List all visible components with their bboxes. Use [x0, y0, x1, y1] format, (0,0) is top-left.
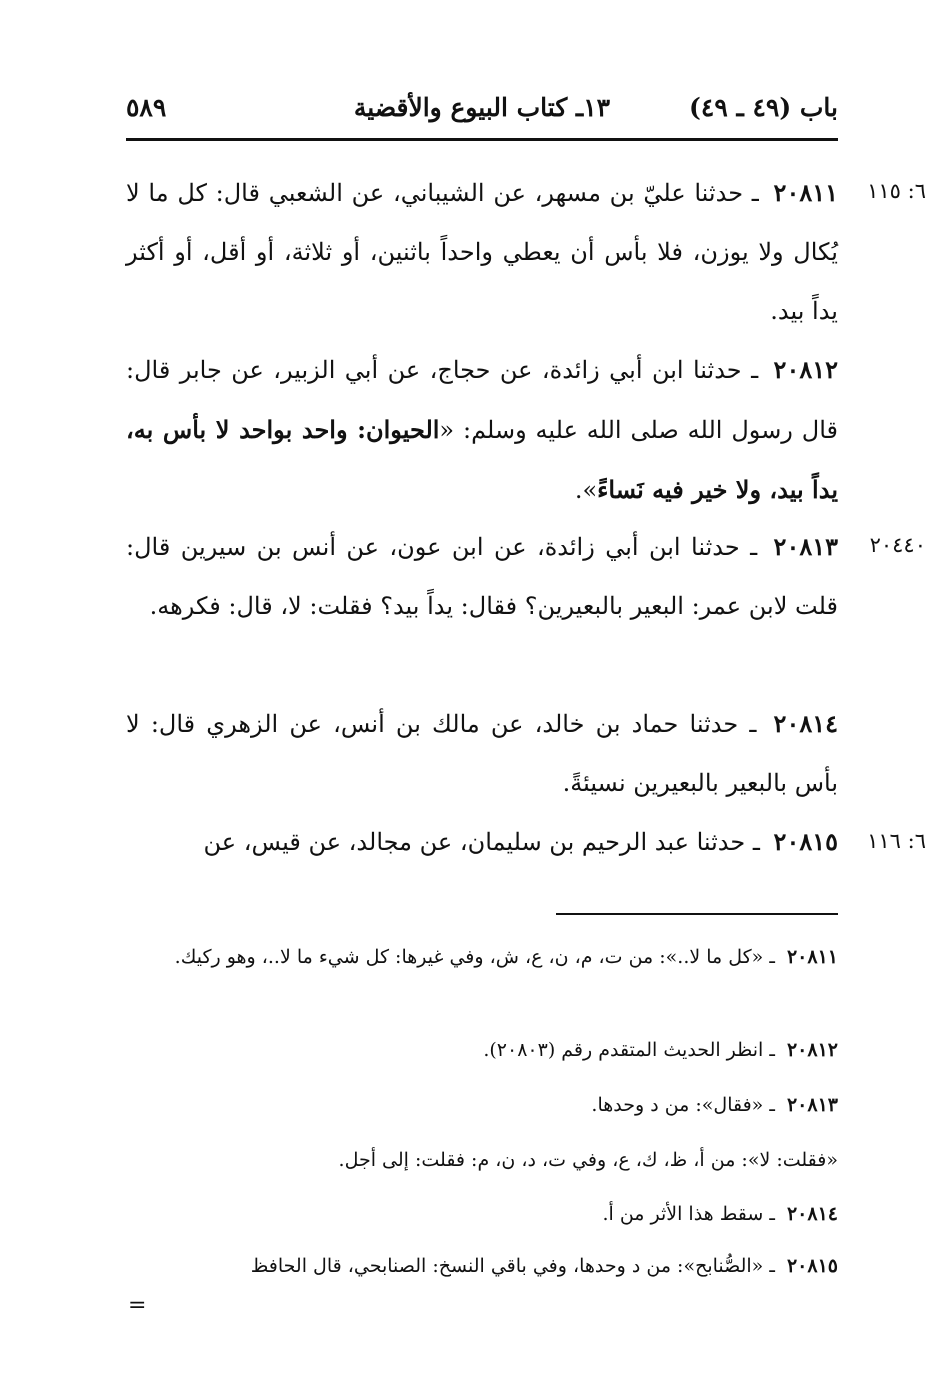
hadith-text: ـ حدثنا ابن أبي زائدة، عن ابن عون، عن أنس بن سيرين قال: قلت لابن عمر: البعير بالبعيرين؟ فقال: يداً بيد؟ فقلت: لا، قال: فكرهه.	[126, 533, 838, 620]
footnote	[126, 1138, 838, 1182]
hadith-text: ـ حدثنا عليّ بن مسهر، عن الشيباني، عن الشعبي قال: كل ما لا يُكال ولا يوزن، فلا بأس أن يعطي واحداً باثنين، أو ثلاثة، أو أقل، أو أكثر يداً بيد.	[126, 179, 838, 325]
footnote-text: ـ انظر الحديث المتقدم رقم (٢٠٨٠٣).	[483, 1039, 775, 1061]
hadith-entry	[126, 340, 838, 520]
footnote-text: ـ «الصُّنابح»: من د وحدها، وفي باقي النسخ: الصنابحي، قال الحافظ	[250, 1255, 775, 1277]
hadith-number: ٢٠٨١٢	[773, 355, 838, 384]
hadith-entry	[126, 163, 838, 341]
footnote	[126, 1083, 838, 1127]
hadith-number: ٢٠٨١٣	[773, 532, 838, 561]
footnote-continuation-mark: =	[128, 1293, 147, 1318]
book-title: ١٣ـ كتاب البيوع والأقضية	[353, 93, 611, 122]
hadith-number: ٢٠٨١٤	[773, 709, 838, 738]
header-rule	[126, 138, 838, 141]
footnote	[126, 935, 838, 979]
hadith-text-end: ».	[574, 476, 598, 504]
hadith-entry	[126, 812, 838, 872]
footnote	[126, 1192, 838, 1236]
footnote	[126, 1028, 838, 1072]
margin-ref: ٦: ١١٦	[867, 829, 926, 853]
footnote	[126, 1244, 838, 1288]
footnote-text: ـ «فقال»: من د وحدها.	[591, 1094, 775, 1116]
footnote-number: ٢٠٨١١	[786, 946, 838, 968]
hadith-entry	[126, 517, 838, 636]
footnote-number: ٢٠٨١٣	[786, 1094, 838, 1116]
page-number: ٥٨٩	[126, 93, 167, 122]
footnote-separator	[556, 913, 838, 915]
hadith-text: ـ حدثنا عبد الرحيم بن سليمان، عن مجالد، عن قيس، عن	[203, 828, 760, 856]
margin-ref: ٦: ١١٥	[867, 179, 926, 203]
hadith-text: ـ حدثنا ابن أبي زائدة، عن حجاج، عن أبي الزبير، عن جابر قال: قال رسول الله صلى الله عليه وسلم: «	[126, 356, 838, 444]
footnote-number: ٢٠٨١٤	[786, 1203, 838, 1225]
hadith-number: ٢٠٨١٥	[773, 827, 838, 856]
hadith-text: ـ حدثنا حماد بن خالد، عن مالك بن أنس، عن الزهري قال: لا بأس بالبعير بالبعيرين نسيئةً.	[126, 710, 838, 797]
chapter-range: باب (٤٩ ـ ٤٩)	[689, 93, 838, 122]
footnote-text: ـ سقط هذا الأثر من أ.	[602, 1203, 775, 1225]
footnote-number: ٢٠٨١٥	[786, 1255, 838, 1277]
footnote-text: ـ «كل ما لا..»: من ت، م، ن، ع، ش، وفي غيرها: كل شيء ما لا..، وهو ركيك.	[174, 946, 775, 968]
running-header	[126, 88, 838, 128]
footnote-text: «فقلت: لا»: من أ، ظ، ك، ع، وفي ت، د، ن، م: فقلت: إلى أجل.	[338, 1149, 838, 1171]
hadith-entry	[126, 694, 838, 813]
hadith-number: ٢٠٨١١	[773, 178, 838, 207]
hadith-quote: الحيوان: واحد بواحد لا بأس به، يداً بيد، ولا خير فيه نَساءً	[126, 415, 838, 504]
margin-ref: ٢٠٤٤٠	[869, 533, 926, 557]
footnote-number: ٢٠٨١٢	[786, 1039, 838, 1061]
